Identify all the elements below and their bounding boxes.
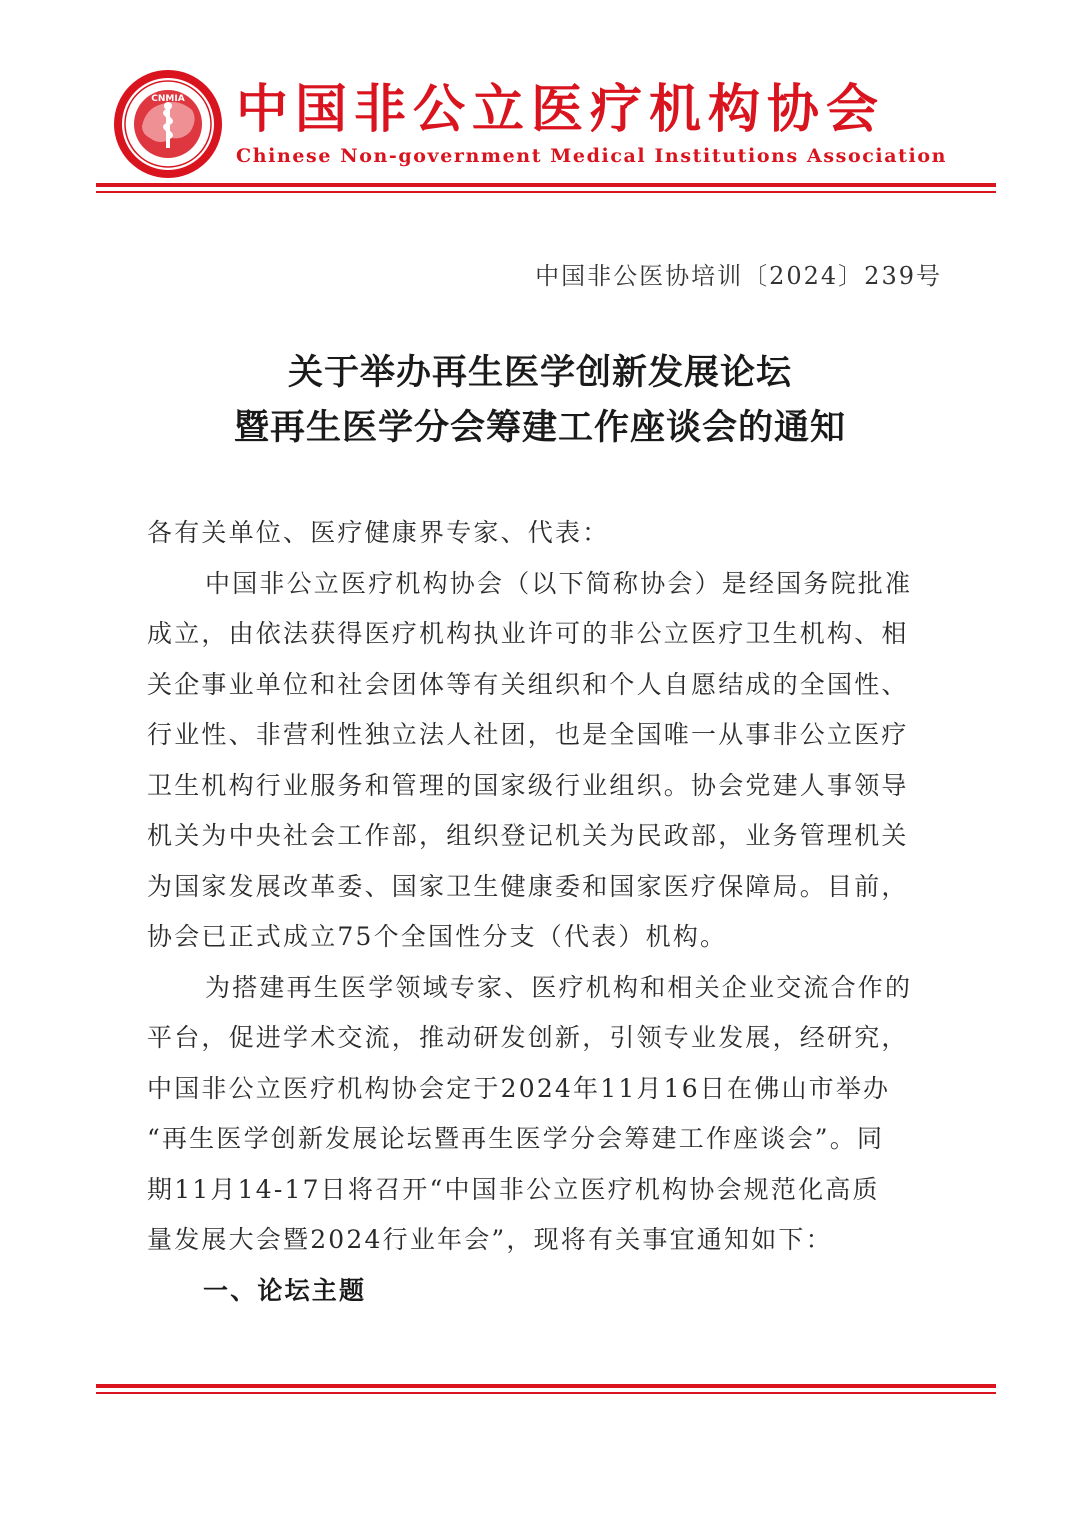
paragraph-line: 中国非公立医疗机构协会（以下简称协会）是经国务院批准 (205, 568, 913, 598)
section-heading: 一、论坛主题 (203, 1275, 367, 1305)
salutation: 各有关单位、医疗健康界专家、代表： (147, 518, 610, 547)
paragraph-introduction (147, 559, 947, 963)
document-number: 中国非公医协培训〔2024〕239号 (535, 262, 942, 290)
paragraph-line: 成立，由依法获得医疗机构执业许可的非公立医疗卫生机构、相 (147, 619, 909, 648)
document-title-line-2: 暨再生医学分会筹建工作座谈会的通知 (233, 408, 846, 448)
paragraph-line: 机关为中央社会工作部，组织登记机关为民政部，业务管理机关 (147, 821, 909, 850)
paragraph-line: 为国家发展改革委、国家卫生健康委和国家医疗保障局。目前， (147, 871, 909, 901)
seal-abbreviation: CNMIA (151, 94, 185, 104)
document-body (147, 508, 947, 1316)
org-name-chinese: 中国非公立医疗机构协会 (236, 80, 886, 140)
paragraph-line: 协会已正式成立75个全国性分支（代表）机构。 (147, 922, 728, 951)
paragraph-line: 中国非公立医疗机构协会定于2024年11月16日在佛山市举办 (147, 1073, 891, 1103)
paragraph-line: 期11月14-17日将召开“中国非公立医疗机构协会规范化高质 (147, 1174, 880, 1204)
paragraph-line: 卫生机构行业服务和管理的国家级行业组织。协会党建人事领导 (147, 770, 909, 800)
paragraph-line: “再生医学创新发展论坛暨再生医学分会筹建工作座谈会”。同 (147, 1124, 885, 1153)
footer-rule-thin (96, 1392, 996, 1394)
paragraph-line: 行业性、非营利性独立法人社团，也是全国唯一从事非公立医疗 (147, 720, 909, 749)
footer-rule-thick (96, 1384, 996, 1388)
header-rule-thick (96, 183, 996, 187)
letterhead (0, 0, 1080, 200)
document-title-line-1: 关于举办再生医学创新发展论坛 (287, 353, 792, 393)
paragraph-line: 关企事业单位和社会团体等有关组织和个人自愿结成的全国性、 (147, 669, 909, 699)
paragraph-event-notice (147, 963, 947, 1266)
paragraph-line: 为搭建再生医学领域专家、医疗机构和相关企业交流合作的 (205, 972, 913, 1002)
paragraph-line: 平台，促进学术交流，推动研发创新，引领专业发展，经研究， (147, 1023, 909, 1052)
paragraph-line: 量发展大会暨2024行业年会”，现将有关事宜通知如下： (147, 1225, 833, 1254)
header-rule-thin (96, 191, 996, 193)
org-name-english: Chinese Non-government Medical Institutions Association (236, 145, 948, 167)
association-seal-icon (112, 68, 224, 180)
